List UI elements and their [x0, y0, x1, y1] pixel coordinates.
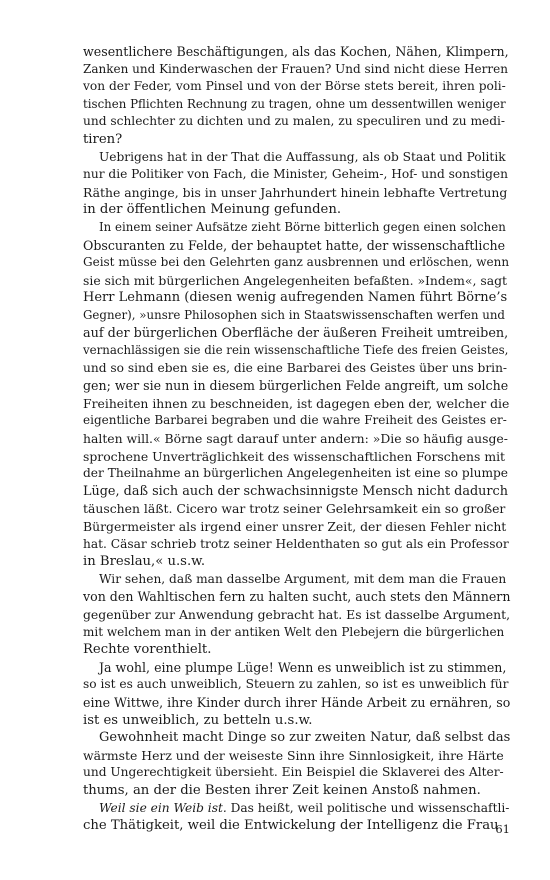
- text-line: Bürgermeister als irgend einer unsrer Zeit, der diesen Fehler nicht: [83, 519, 507, 535]
- text-line: so ist es auch unweiblich, Steuern zu zahlen, so ist es unweiblich für: [83, 677, 509, 692]
- text-line: wärmste Herz und der weiseste Sinn ihre Sinnlosigkeit, ihre Härte: [83, 747, 504, 763]
- text-line: von der Feder, vom Pinsel und von der Börse stets bereit, ihren poli-: [83, 79, 506, 94]
- paragraph-start-line: [83, 800, 510, 818]
- text-line: tischen Pflichten Rechnung zu tragen, ohne um dessentwillen weniger: [83, 96, 506, 111]
- text-line: halten will.« Börne sagt darauf unter andern: »Die so häufig ausge-: [83, 431, 508, 447]
- text-line: eigentliche Barbarei begraben und die wahre Freiheit des Geistes er-: [83, 413, 507, 428]
- text-line: von den Wahltischen fern zu halten sucht, auch stets den Männern: [83, 589, 511, 605]
- text-line: wesentlichere Beschäftigungen, als das Kochen, Nähen, Klimpern,: [83, 44, 509, 59]
- paragraph-start-line: Gewohnheit macht Dinge so zur zweiten Natur, daß selbst das: [99, 730, 511, 746]
- text-line: Obscuranten zu Felde, der behauptet hatte, der wissenschaftliche: [83, 237, 506, 253]
- text-line: und schlechter zu dichten und zu malen, zu speculiren und zu medi-: [83, 114, 506, 129]
- text-line: nur die Politiker von Fach, die Minister, Geheim-, Hof- und sonstigen: [83, 167, 508, 182]
- text-line: tiren?: [83, 131, 123, 147]
- text-line: sie sich mit bürgerlichen Angelegenheiten befaßten. »Indem«, sagt: [83, 272, 508, 288]
- paragraph-start-line: Ja wohl, eine plumpe Lüge! Wenn es unweiblich ist zu stimmen,: [99, 659, 507, 675]
- text-line: sprochene Unverträglichkeit des wissenschaftlichen Forschens mit: [83, 448, 506, 464]
- text-line: und Ungerechtigkeit übersieht. Ein Beispiel die Sklaverei des Alter-: [83, 765, 504, 780]
- text-line: gegenüber zur Anwendung gebracht hat. Es ist dasselbe Argument,: [83, 607, 511, 622]
- text-line: auf der bürgerlichen Oberfläche der äußeren Freiheit umtreiben,: [83, 325, 509, 341]
- paragraph-start-line: Uebrigens hat in der That die Auffassung, als ob Staat und Politik: [99, 149, 506, 164]
- text-line: in Breslau,« u.s.w.: [83, 554, 206, 570]
- text-fragment: Das heißt, weil politische und wissenschaftli-: [230, 800, 510, 815]
- text-line: in der öffentlichen Meinung gefunden.: [83, 202, 342, 218]
- text-line: Rechte vorenthielt.: [83, 642, 212, 658]
- text-line: gen; wer sie nun in diesem bürgerlichen Felde angreift, um solche: [83, 378, 509, 394]
- text-line: täuschen läßt. Cicero war trotz seiner Gelehrsamkeit ein so großer: [83, 501, 506, 517]
- text-line: ist es unweiblich, zu betteln u.s.w.: [83, 712, 313, 728]
- text-line: Zanken und Kinderwaschen der Frauen? Und sind nicht diese Herren: [83, 61, 508, 76]
- text-line: Gegner), »unsre Philosophen sich in Staatswissenschaften werfen und: [83, 307, 505, 322]
- text-line: und so sind eben sie es, die eine Barbarei des Geistes über uns brin-: [83, 360, 508, 375]
- text-line: che Thätigkeit, weil die Entwickelung der Intelligenz die Frau: [83, 818, 499, 834]
- text-line: eine Wittwe, ihre Kinder durch ihrer Hände Arbeit zu ernähren, so: [83, 694, 511, 710]
- text-line: mit welchem man in der antiken Welt den Plebejern die bürgerlichen: [83, 624, 505, 639]
- page-number: 61: [495, 822, 510, 836]
- text-line: thums, an der die Besten ihrer Zeit keinen Anstoß nahmen.: [83, 782, 481, 798]
- text-line: Herr Lehmann (diesen wenig aufregenden Namen führt Börne’s: [83, 290, 508, 306]
- text-line: Lüge, daß sich auch der schwachsinnigste Mensch nicht dadurch: [83, 483, 508, 499]
- paragraph-start-line: Wir sehen, daß man dasselbe Argument, mit dem man die Frauen: [99, 571, 507, 586]
- text-page: [83, 43, 510, 835]
- text-line: Geist müsse bei den Gelehrten ganz ausbrennen und erlöschen, wenn: [83, 255, 510, 270]
- text-line: Freiheiten ihnen zu beschneiden, ist dagegen eben der, welcher die: [83, 395, 510, 411]
- text-line: hat. Cäsar schrieb trotz seiner Heldenthaten so gut als ein Professor: [83, 536, 509, 551]
- text-line: vernachlässigen sie die rein wissenschaftliche Tiefe des freien Geistes,: [83, 343, 509, 358]
- paragraph-start-line: In einem seiner Aufsätze zieht Börne bitterlich gegen einen solchen: [99, 219, 506, 234]
- text-line: Räthe anginge, bis in unser Jahrhundert hinein lebhafte Vertretung: [83, 184, 508, 200]
- text-line: der Theilnahme an bürgerlichen Angelegenheiten ist eine so plumpe: [83, 466, 509, 481]
- italic-phrase: Weil sie ein Weib ist.: [99, 800, 227, 815]
